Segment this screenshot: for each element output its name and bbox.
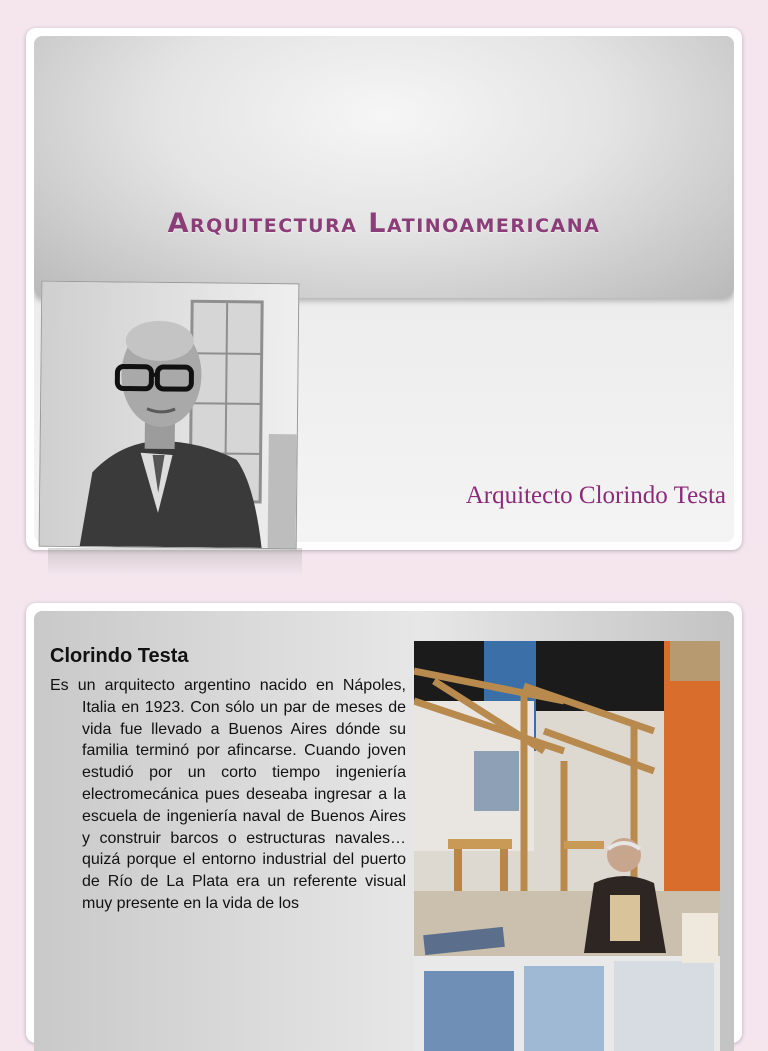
title-band	[34, 36, 734, 298]
portrait-photo	[39, 281, 300, 550]
slide-2	[26, 603, 742, 1043]
slide-subtitle: Arquitecto Clorindo Testa	[466, 482, 726, 510]
slide-title: Arquitectura Latinoamericana	[34, 208, 734, 239]
section-heading: Clorindo Testa	[50, 645, 189, 668]
slide-2-background	[34, 611, 734, 1051]
portrait-illustration	[40, 282, 299, 549]
portrait-reflection	[48, 548, 302, 576]
studio-illustration	[414, 641, 720, 1051]
slide-1	[26, 28, 742, 550]
studio-photo	[414, 641, 720, 1051]
biography-text: Es un arquitecto argentino nacido en Nápoles, Italia en 1923. Con sólo un par de meses de vida fue llevado a Buenos Aires dónde su familia terminó por afincarse. Cuando joven estudió por un corto tiempo ingeniería electromecánica pues deseaba ingresar a la escuela de ingeniería naval de Buenos Aires y construir barcos o estructuras navales… quizá porque el entorno industrial del puerto de Río de La Plata era un referente visual muy presente en la vida de los	[50, 675, 406, 915]
